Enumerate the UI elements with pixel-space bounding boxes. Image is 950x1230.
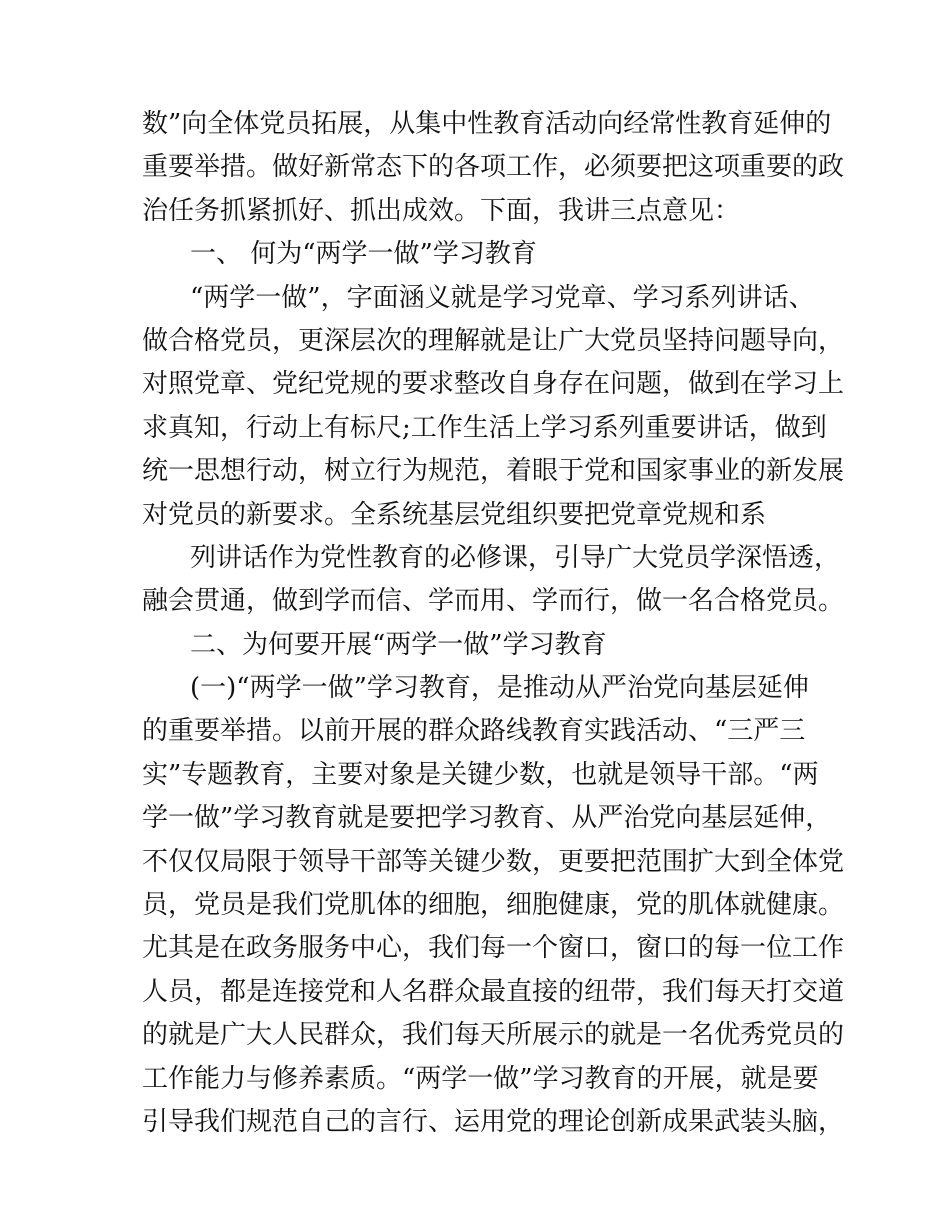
section-heading-2: 二、为何要开展“两学一做”学习教育 [190, 629, 607, 660]
document-body [142, 103, 845, 1144]
text-line: 治任务抓紧抓好、抓出成效。下面，我讲三点意见： [142, 195, 741, 226]
text-line: 的重要举措。以前开展的群众路线教育实践活动、“三严三 [142, 716, 806, 747]
text-line: 融会贯通，做到学而信、学而用、学而行，做一名合格党员。 [142, 586, 845, 617]
text-line: “两学一做”，字面涵义就是学习党章、学习系列讲话、 [190, 282, 815, 313]
text-line: 对照党章、党纪党规的要求整改自身存在问题，做到在学习上 [142, 369, 845, 400]
text-line: 列讲话作为党性教育的必修课，引导广大党员学深悟透， [190, 542, 841, 573]
text-line: 重要举措。做好新常态下的各项工作，必须要把这项重要的政 [142, 152, 845, 183]
text-line: 人员，都是连接党和人名群众最直接的纽带，我们每天打交道 [142, 976, 845, 1007]
text-line: 工作能力与修养素质。“两学一做”学习教育的开展，就是要 [142, 1063, 819, 1094]
subsection-heading: (一)“两学一做”学习教育，是推动从严治党向基层延伸 [190, 673, 809, 704]
text-line: 引导我们规范自己的言行、运用党的理论创新成果武装头脑， [142, 1106, 845, 1137]
text-line: 做合格党员，更深层次的理解就是让广大党员坚持问题导向， [142, 325, 845, 356]
text-line: 求真知，行动上有标尺;工作生活上学习系列重要讲话，做到 [142, 412, 827, 443]
text-line: 尤其是在政务服务中心，我们每一个窗口，窗口的每一位工作 [142, 933, 845, 964]
text-line: 不仅仅局限于领导干部等关键少数，更要把范围扩大到全体党 [142, 846, 845, 877]
section-heading-1: 一、 何为“两学一做”学习教育 [190, 239, 537, 270]
text-line: 统一思想行动，树立行为规范，着眼于党和国家事业的新发展 [142, 456, 845, 487]
text-line: 数”向全体党员拓展，从集中性教育活动向经常性教育延伸的 [142, 109, 832, 139]
text-line: 对党员的新要求。全系统基层党组织要把党章党规和系 [142, 499, 767, 530]
text-line: 的就是广大人民群众，我们每天所展示的就是一名优秀党员的 [142, 1020, 845, 1051]
text-line: 员，党员是我们党肌体的细胞，细胞健康，党的肌体就健康。 [142, 890, 845, 921]
text-line: 学一做”学习教育就是要把学习教育、从严治党向基层延伸， [142, 803, 832, 834]
text-line: 实”专题教育，主要对象是关键少数，也就是领导干部。“两 [142, 759, 819, 790]
